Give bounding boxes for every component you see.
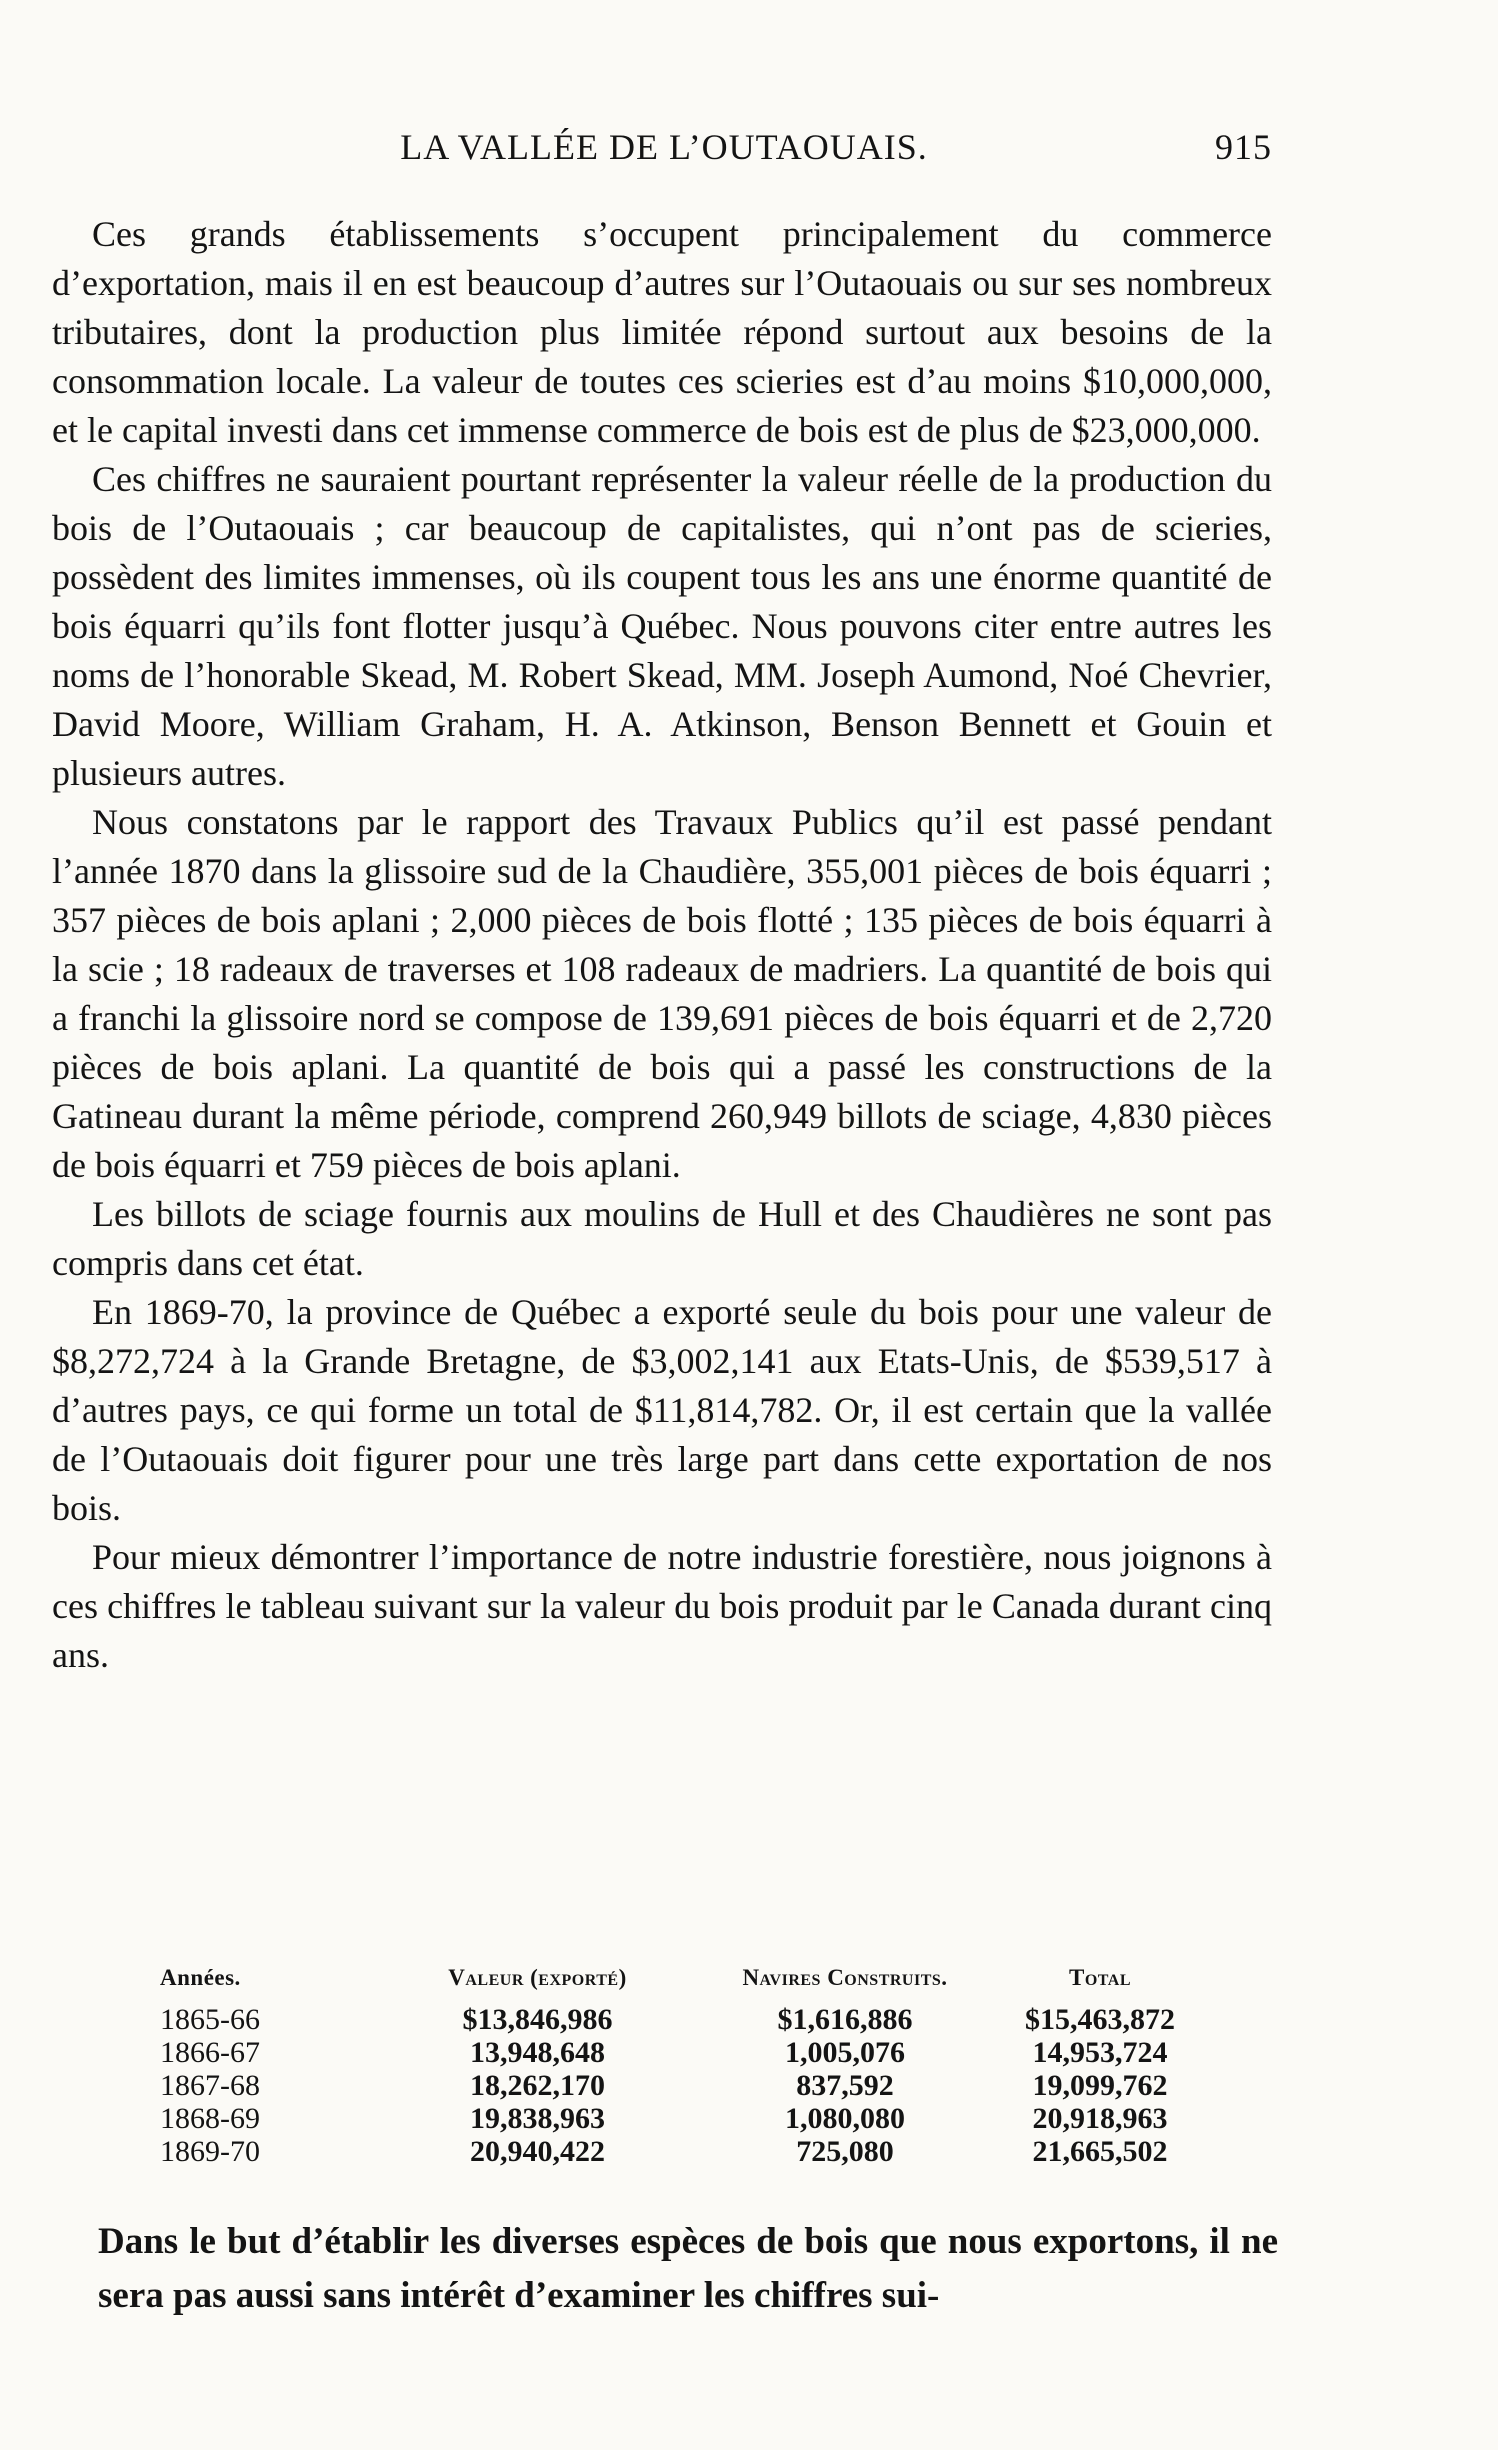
table-row — [160, 2135, 1210, 2168]
header-years: Années. — [160, 1965, 241, 1990]
paragraph: Nous constatons par le rapport des Travaux Publics qu’il est passé pendant l’année 1870 dans la glissoire sud de la Chaudière, 355,001 pièces de bois équarri ; 357 pièces de bois aplani ; 2,000 pièces de bois flotté ; 135 pièces de bois équarri à la scie ; 18 radeaux de traverses et 108 radeaux de madriers. La quantité de bois qui a franchi la glissoire nord se compose de 139,691 pièces de bois équarri et de 2,720 pièces de bois aplani. La quantité de bois qui a passé les constructions de la Gatineau durant la même période, comprend 260,949 billots de sciage, 4,830 pièces de bois équarri et 759 pièces de bois aplani. — [52, 802, 1272, 1185]
timber-value-table — [160, 1965, 1210, 2168]
paragraph: Ces grands établissements s’occupent principalement du commerce d’exportation, mais il en est beaucoup d’autres sur l’Outaouais ou sur ses nombreux tributaires, dont la production plus limitée répond surtout aux besoins de la consommation locale. La valeur de toutes ces scieries est d’au moins $10,000,000, et le capital investi dans cet immense commerce de bois est de plus de $23,000,000. — [52, 214, 1272, 450]
table-row — [160, 2003, 1210, 2036]
page-header — [56, 126, 1272, 186]
cell-year: 1869-70 — [160, 2135, 260, 2168]
cell-value: 20,940,422 — [470, 2135, 605, 2168]
cell-total: 20,918,963 — [1032, 2102, 1168, 2135]
cell-value: 19,838,963 — [470, 2102, 605, 2135]
table-row — [160, 2069, 1210, 2102]
cell-year: 1867-68 — [160, 2069, 260, 2102]
header-value-exported: Valeur (exporté) — [448, 1965, 627, 1990]
cell-ships: 1,005,076 — [785, 2036, 905, 2069]
table-header-row — [160, 1965, 1210, 1991]
header-ships-built: Navires Construits. — [742, 1965, 948, 1990]
header-total: Total — [1069, 1965, 1131, 1990]
cell-year: 1865-66 — [160, 2003, 260, 2036]
cell-total: 14,953,724 — [1032, 2036, 1168, 2069]
cell-ships: 1,080,080 — [785, 2102, 905, 2135]
paragraph: Ces chiffres ne sauraient pourtant représenter la valeur réelle de la production du bois de l’Outaouais ; car beaucoup de capitalistes, qui n’ont pas de scieries, possèdent des limites immenses, où ils coupent tous les ans une énorme quantité de bois équarri qu’ils font flotter jusqu’à Québec. Nous pouvons citer entre autres les noms de l’honorable Skead, M. Robert Skead, MM. Joseph Aumond, Noé Chevrier, David Moore, William Graham, H. A. Atkinson, Benson Bennett et Gouin et plusieurs autres. — [52, 459, 1272, 793]
cell-ships: 837,592 — [796, 2069, 894, 2102]
running-title: LA VALLÉE DE L’OUTAOUAIS. — [400, 127, 928, 167]
closing-paragraph: Dans le but d’établir les diverses espèces de bois que nous exportons, il ne sera pas aussi sans intérêt d’examiner les chiffres sui- — [98, 2221, 1278, 2316]
cell-year: 1866-67 — [160, 2036, 260, 2069]
cell-ships: 725,080 — [796, 2135, 894, 2168]
paragraph: Les billots de sciage fournis aux moulins de Hull et des Chaudières ne sont pas compris dans cet état. — [52, 1194, 1272, 1283]
cell-value: 18,262,170 — [470, 2069, 605, 2102]
cell-year: 1868-69 — [160, 2102, 260, 2135]
cell-total: $15,463,872 — [1025, 2003, 1175, 2036]
table-row — [160, 2036, 1210, 2069]
page-number: 915 — [1215, 127, 1272, 167]
cell-value: $13,846,986 — [462, 2003, 613, 2036]
paragraph: En 1869-70, la province de Québec a exporté seule du bois pour une valeur de $8,272,724 à la Grande Bretagne, de $3,002,141 aux Etats-Unis, de $539,517 à d’autres pays, ce qui forme un total de $11,814,782. Or, il est certain que la vallée de l’Outaouais doit figurer pour une très large part dans cette exportation de nos bois. — [52, 1292, 1272, 1528]
cell-total: 21,665,502 — [1032, 2135, 1168, 2168]
cell-total: 19,099,762 — [1032, 2069, 1168, 2102]
paragraph: Pour mieux démontrer l’importance de notre industrie forestière, nous joignons à ces chiffres le tableau suivant sur la valeur du bois produit par le Canada durant cinq ans. — [52, 1537, 1272, 1675]
body-text — [52, 210, 1272, 1680]
cell-value: 13,948,648 — [470, 2036, 605, 2069]
table-row — [160, 2102, 1210, 2135]
cell-ships: $1,616,886 — [777, 2003, 913, 2036]
